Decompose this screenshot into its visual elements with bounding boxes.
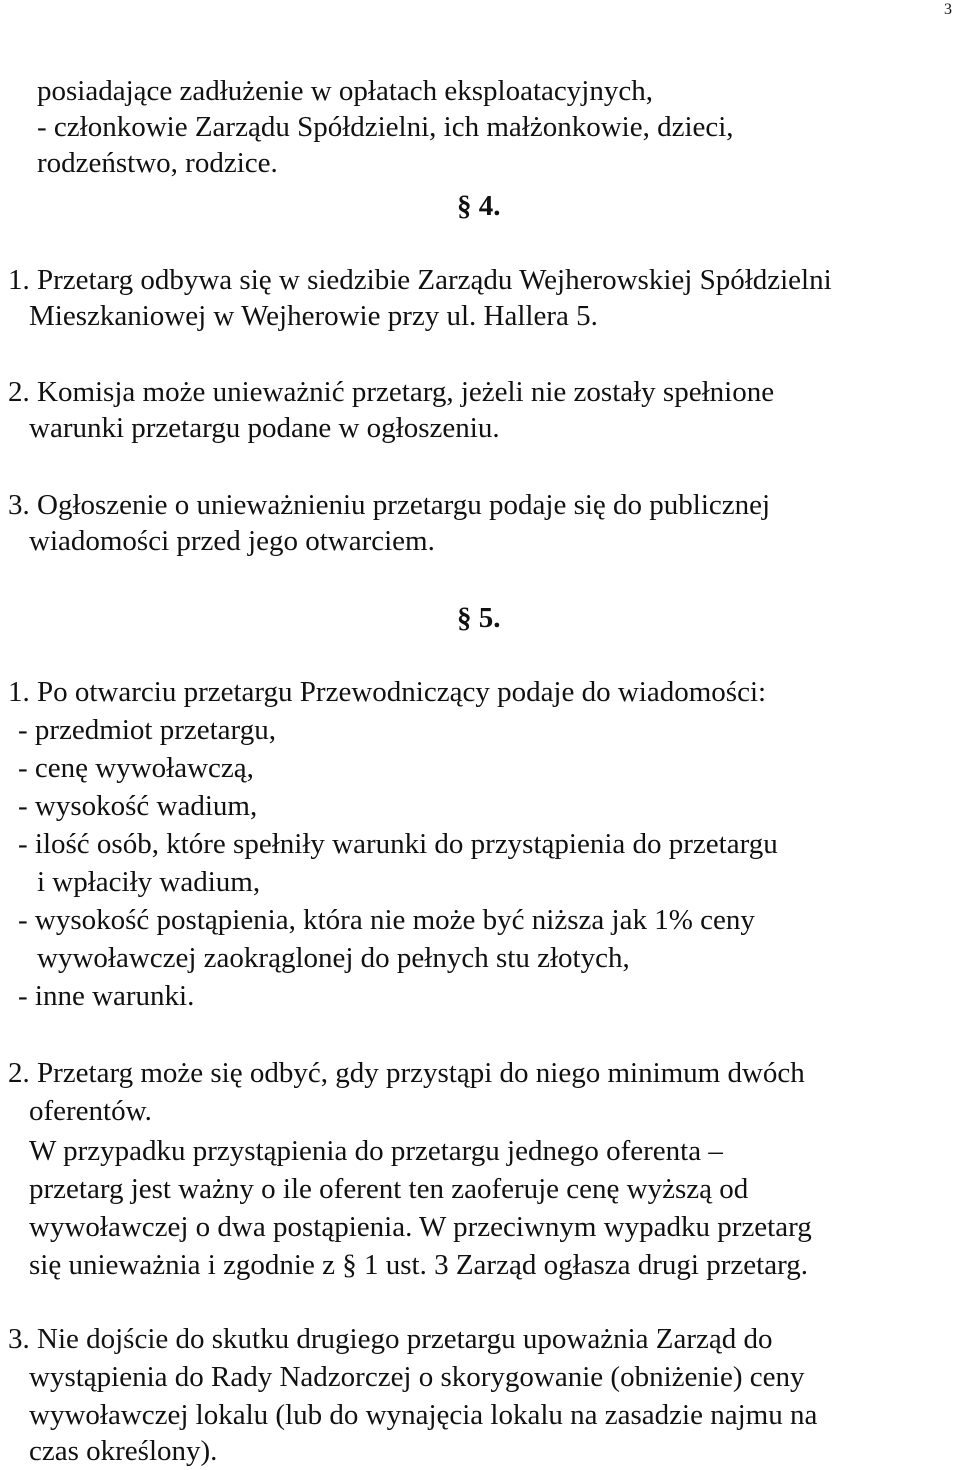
- s4-p3-line-1: 3. Ogłoszenie o unieważnieniu przetargu podaje się do publicznej: [8, 489, 771, 521]
- s5-p1-line-6: i wpłaciły wadium,: [37, 866, 261, 898]
- s5-p2-line-6: się unieważnia i zgodnie z § 1 ust. 3 Zarząd ogłasza drugi przetarg.: [29, 1249, 808, 1281]
- s4-p1-line-2: Mieszkaniowej w Wejherowie przy ul. Hallera 5.: [29, 300, 598, 332]
- s5-p3-line-2: wystąpienia do Rady Nadzorczej o skorygowanie (obniżenie) ceny: [29, 1361, 805, 1393]
- s5-p1-line-8: wywoławczej zaokrąglonej do pełnych stu złotych,: [37, 942, 630, 974]
- s5-p1-line-2: - przedmiot przetargu,: [18, 714, 276, 746]
- s5-p2-line-2: oferentów.: [29, 1095, 152, 1127]
- s4-p3-line-2: wiadomości przed jego otwarciem.: [29, 525, 435, 557]
- s5-p1-line-9: - inne warunki.: [18, 980, 195, 1012]
- s5-p2-line-3: W przypadku przystąpienia do przetargu jednego oferenta –: [29, 1135, 723, 1167]
- section-4-heading: § 4.: [457, 190, 501, 222]
- s4-p2-line-1: 2. Komisja może unieważnić przetarg, jeżeli nie zostały spełnione: [8, 376, 775, 408]
- s5-p1-line-4: - wysokość wadium,: [18, 790, 258, 822]
- s5-p1-line-3: - cenę wywoławczą,: [18, 752, 254, 784]
- section-5-heading: § 5.: [457, 602, 501, 634]
- page-number: 3: [944, 1, 952, 18]
- s5-p1-line-7: - wysokość postąpienia, która nie może być niższa jak 1% ceny: [18, 904, 755, 936]
- s5-p2-line-1: 2. Przetarg może się odbyć, gdy przystąpi do niego minimum dwóch: [8, 1057, 805, 1089]
- s4-p2-line-2: warunki przetargu podane w ogłoszeniu.: [29, 412, 500, 444]
- intro-line-2: - członkowie Zarządu Spółdzielni, ich małżonkowie, dzieci,: [37, 111, 734, 143]
- intro-line-1: posiadające zadłużenie w opłatach eksploatacyjnych,: [37, 75, 653, 107]
- s5-p2-line-4: przetarg jest ważny o ile oferent ten zaoferuje cenę wyższą od: [29, 1173, 749, 1205]
- s5-p3-line-4: czas określony).: [29, 1435, 218, 1467]
- intro-line-3: rodzeństwo, rodzice.: [37, 147, 278, 179]
- s5-p1-line-1: 1. Po otwarciu przetargu Przewodniczący podaje do wiadomości:: [8, 676, 767, 708]
- s5-p2-line-5: wywoławczej o dwa postąpienia. W przeciwnym wypadku przetarg: [29, 1211, 812, 1243]
- s5-p1-line-5: - ilość osób, które spełniły warunki do przystąpienia do przetargu: [18, 828, 778, 860]
- s4-p1-line-1: 1. Przetarg odbywa się w siedzibie Zarządu Wejherowskiej Spółdzielni: [8, 264, 832, 296]
- s5-p3-line-3: wywoławczej lokalu (lub do wynajęcia lokalu na zasadzie najmu na: [29, 1399, 818, 1431]
- s5-p3-line-1: 3. Nie dojście do skutku drugiego przetargu upoważnia Zarząd do: [8, 1323, 773, 1355]
